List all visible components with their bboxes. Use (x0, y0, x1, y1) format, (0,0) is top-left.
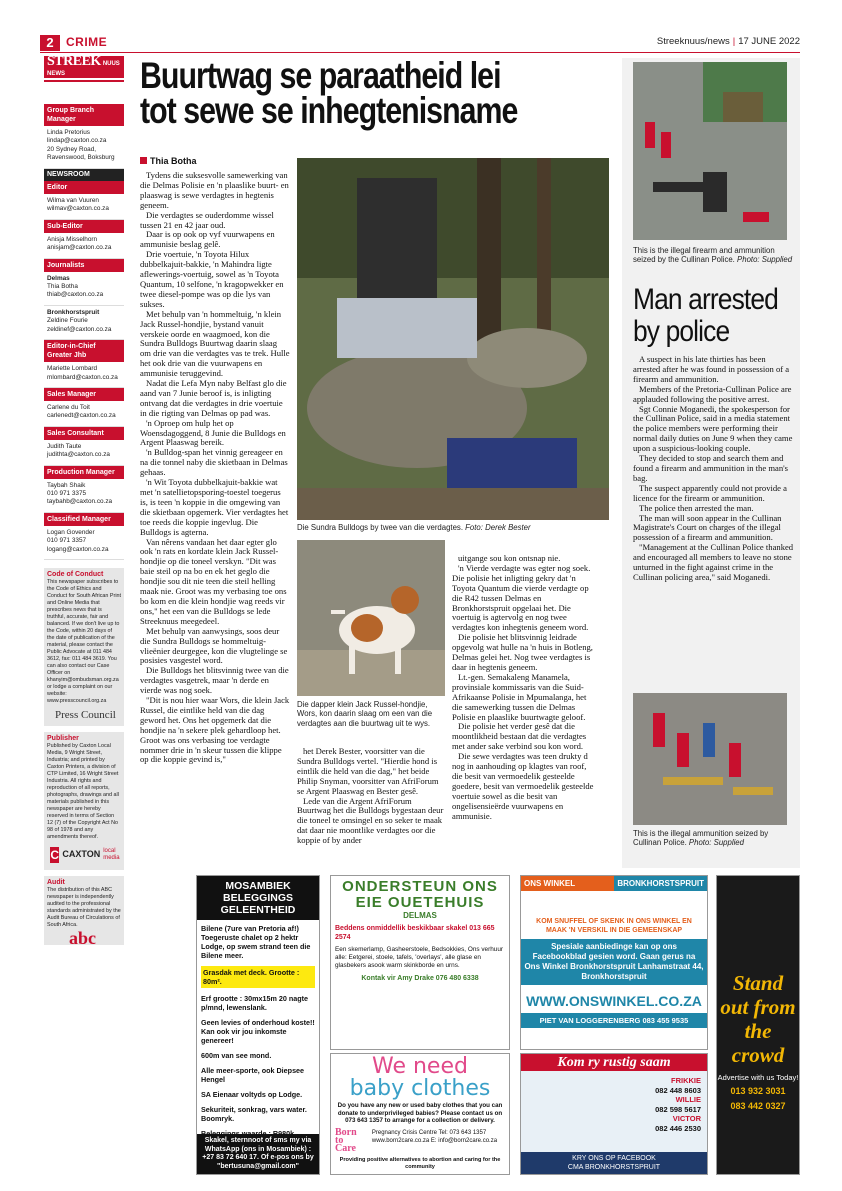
sidebar-heading: Sales Consultant (44, 427, 124, 440)
paragraph: Lede van die Argent AfriForum Buurtwag het die Bulldogs bygestaan deur die toneel te omsingel en so seker te maak dat daar nie moontlike verdagtes oor die koppie of by ander (297, 795, 444, 846)
article-column-2 (297, 747, 445, 862)
photo-bulldogs-suspects (297, 158, 609, 520)
issue-date: 17 JUNE 2022 (738, 36, 800, 47)
sidebar-heading: Sub-Editor (44, 220, 124, 233)
paragraph: uitgange sou kon ontsnap nie. (458, 554, 561, 563)
paragraph: They decided to stop and search them and found a firearm and ammunition in the man's bag. (633, 453, 789, 483)
sidebar-contact: Bronkhorstspruit Zeldine Fourie zeldinef@caxton.co.za (44, 306, 124, 340)
article-headline: Buurtwag se paraatheid lei tot sewe se inhegtenisname (140, 55, 518, 131)
sidebar-contact: Anisja Misselhorn anisjam@caxton.co.za (44, 233, 124, 259)
paragraph: The man will soon appear in the Cullinan Magistrate's Court on charges of the illegal possession of a firearm and ammunition. (633, 512, 782, 543)
paragraph: 'n Vierde verdagte was egter nog soek. Die polisie het inligting gekry dat 'n Toyota Quantum die vierde verdagte op die R42 tussen Delmas en Bronkhorstspruit opgelaai het. Die voertuig is agtervolg en nog twee verdagtes kon inhegtenis geneem word. (452, 562, 591, 633)
abc-logo: abc (69, 927, 96, 948)
ad-ons-winkel[interactable]: ONS WINKEL BRONKHORSTSPRUIT KOM SNUFFEL OF SKENK IN ONS WINKEL EN MAAK 'N VERSKIL IN DIE GEMEENSKAP Spesiale aanbiedinge kan op ons Facebookblad gesien word. Gaan gerus na Ons Winkel Bronkhorstspruit Lanhamstraat 44, Bronkhorstspruit WWW.ONSWINKEL.CO.ZA PIET VAN LOGGERENBERG 083 455 9535 (520, 875, 708, 1050)
paragraph: Die polisie het verder gesê dat die moontlikheid bestaan dat die verdagtes met ander sake verbind sou kon word. (452, 721, 587, 752)
publisher-box: Publisher Published by Caxton Local Media, 9 Wright Street, Industria; and printed by Caxton Printers, a division of CTP Limited, 16 Wright Street Industria. All rights and reproduction of all reports, photographs, drawings and all materials published in this newspaper are hereby reserved in terms of Section 12 (7) of the Copyright Act No 98 of 1978 and any amendments thereof. C CAXTON local media (44, 732, 124, 870)
photo-dog-caption: Die dapper klein Jack Russel-hondjie, Wors, kon daarin slaag om een van die verdagtes aan die buurtwag uit te wys. (297, 700, 433, 728)
paragraph: 'n Oproep om hulp het op Woensdagoggend, 8 Junie die Bulldogs en Argent Plaaswag bereik. (140, 417, 286, 448)
paragraph: 'n Bulldog-span het vinnig gereageer en na die tonnel naby die skietbaan in Delmas gehaas. (140, 447, 288, 478)
caxton-logo: C CAXTON local media (50, 847, 120, 862)
page-number: 2 (40, 35, 60, 51)
paragraph: Tydens die suksesvolle samewerking van die Delmas Polisie en 'n plaaslike buurt- en plaaswag is sewe verdagtes in hegtenis geneem. (140, 171, 289, 210)
sidebar-heading: Classified Manager (44, 513, 124, 526)
ad-stand-out[interactable]: Stand out from the crowd Advertise with us Today! 013 932 3031 083 442 0327 (716, 875, 800, 1175)
sidebar-heading: Sales Manager (44, 388, 124, 401)
photo-firearm (633, 62, 787, 240)
ad-kom-ry-rustig[interactable]: Kom ry rustig saam FRIKKIE 082 448 8603 WILLIE 082 598 5617 VICTOR 082 446 2530 KRY ONS OP FACEBOOK CMA BRONKHORSTSPRUIT (520, 1053, 708, 1175)
sidebar-heading: Production Manager (44, 466, 124, 479)
ad-baby-clothes[interactable]: We need baby clothes Do you have any new or used baby clothes that you can donate to underprivileged babies? Please contact us on 073 643 1357 to arrange for a collection or delivery. Born to Care Pregnancy Crisis Centre Tel: 073 643 1357 www.born2care.co.za E: info@born2care.co.za Providing positive alternatives to abortion and caring for the community (330, 1053, 510, 1175)
ons-winkel-website[interactable]: WWW.ONSWINKEL.CO.ZA (526, 993, 702, 1009)
paragraph: Met behulp van 'n hommeltuig, 'n klein Jack Russel-hondjie, bystand vanuit verskeie oorde en waagmoed, kon die Sundra Bulldogs Buurtwag daarin slaag om drie van die verdagtes vas te trek. Hulle het ook drie van die vuurwapens en ammunisie teruggevind. (140, 308, 290, 379)
photo-jack-russel (297, 540, 445, 696)
ad-ondersteun-ouetehuis[interactable]: ONDERSTEUN ONS EIE OUETEHUIS DELMAS Beddens onmiddellik beskikbaar skakel 013 665 2574 Een skemerlamp, Gasheerstoele, Bedsokkies, Ons verhuur alle: Eetgerei, stoele, tafels, 'overlays', alle glase en glasbekers asook warm skinkborde en urns. Kontak vir Amy Drake 076 480 6338 (330, 875, 510, 1050)
sidebar-heading: Journalists (44, 259, 124, 272)
section-label: CRIME (66, 35, 108, 49)
sidebar-contact: Wilma van Vuuren wilmav@caxton.co.za (44, 194, 124, 220)
photo-firearm-caption: This is the illegal firearm and ammunition seized by the Cullinan Police. Photo: Supplied (633, 246, 793, 265)
sidebar-contact: Linda Pretorius lindap@caxton.co.za 20 Sydney Road, Ravenswood, Boksburg (44, 126, 124, 169)
paragraph: Die polisie het blitsvinnig leidrade opgevolg wat hulle na 'n huis in Botleng, Delmas gelei het. Nog twee verdagtes is daar in hegtenis geneem. (452, 632, 593, 672)
sidebar-heading: Group Branch Manager (44, 104, 124, 126)
paragraph: het Derek Bester, voorsitter van die Sundra Bulldogs vertel. "Hierdie hond is eintlik die held van die dag," het beide Philip Snyman, voorsitter van AfriForum se Argent Plaaswag en Bester gesê. (297, 747, 439, 796)
publication-name: Streeknuus/news (656, 36, 730, 47)
article-column-3 (452, 554, 597, 864)
header-rule (40, 52, 800, 53)
paragraph: A suspect in his late thirties has been arrested after he was found in possession of a firearm and ammunition. (633, 355, 790, 384)
paragraph: Die Bulldogs het blitsvinnig twee van die verdagtes vasgetrek, maar 'n derde en vierde was nog soek. (140, 665, 289, 696)
paragraph: Lt.-gen. Semakaleng Manamela, provinsiale kommissaris van die Suid-Afrikaanse Polisie in Mpumalanga, het die samewerking tussen die Delmas Polisie en plaaslike buurtwagte geloof. (452, 671, 587, 722)
photo-ammo-caption: This is the illegal ammunition seized by Cullinan Police. Photo: Supplied (633, 829, 769, 848)
sidebar-contact: Logan Govender 010 971 3357 logang@caxton.co.za (44, 526, 124, 560)
ad-mosambiek-contact: Skakel, sternnoot of sms my via WhatsApp (ons in Mosambiek) : +27 83 72 640 17. Of e-pos ons by "bertusuna@gmail.com" (197, 1134, 319, 1174)
paragraph: Die sewe verdagtes was teen drukty d nog in aanhouding op klagtes van roof, die besit van vermoedelik gesteelde goedere, besit van vermoedelik gesteelde voertuie sowel as die besit van ongelisensieërde vuurwapens en ammunisie. (452, 751, 594, 821)
audit-box: Audit The distribution of this ABC newspaper is independently audited to the professional standards administrated by the Audit Bureau of Circulations of South Africa. abc (44, 876, 124, 945)
paragraph: 'n Wit Toyota dubbelkajuit-bakkie wat met 'n satellietopsporing-toestel toegerus is, is teen 'n koppie in die omgewing van die skietbaan opgemerk. Vier verdagtes het toe reeds die koppie ingevlug. Die Bulldogs is agterna. (140, 477, 289, 537)
paragraph: "Management at the Cullinan Police thanked and encouraged all members to leave no stone unturned in the fight against crime in the Cullinan policing area," said Moganedi. (633, 542, 794, 582)
paragraph: Die verdagtes se ouderdomme wissel tussen 21 en 42 jaar oud. (140, 209, 274, 230)
paragraph: "Dit is nou hier waar Wors, die klein Jack Russel, die eintlike held van die dag geword het. Ons het opgemerk dat die hondjie na 'n sekere plek gehardloop het. Groot was ons verbasing toe verdagte nommer drie in 'n skeur tussen die klippe op die koppie gevind is," (140, 695, 290, 765)
paragraph: The suspect apparently could not provide a licence for the firearm or ammunition. (633, 482, 787, 503)
code-of-conduct: Code of Conduct This newspaper subscribes to the Code of Ethics and Conduct for South African Print and Online Media that prescribes news that is truthful, accurate, fair and balanced. If we don't live up to the Code, within 20 days of the date of publication of the material, please contact the Public Advocate at 011 484 3612, fax: 011 484 3619. You can also contact our Case Officer on khanyim@ombudsman.org.za or lodge a complaint on our website: www.presscouncil.org.za Press Council (44, 568, 124, 726)
paragraph: Nadat die Lefa Myn naby Belfast glo die aand van 7 Junie beroof is, is inligting ontvang dat die verdagtes in drie voertuie in die rigting van Delmas op pad was. (140, 378, 287, 418)
masthead-date: Streeknuus/news | 17 JUNE 2022 (656, 36, 800, 47)
sidebar-contact: Taybah Shaik 010 971 3375 taybahb@caxton.co.za (44, 479, 124, 513)
paragraph: Members of the Pretoria-Cullinan Police are applauded following the positive arrest. (633, 383, 792, 404)
ad-mosambiek-title: MOSAMBIEK BELEGGINGS GELEENTHEID (197, 876, 319, 920)
press-council-logo: Press Council (55, 708, 116, 721)
paragraph: Daar is op ook op vyf vuurwapens en ammunisie beslag gelê. (140, 229, 275, 250)
sidebar-newsroom-label: NEWSROOM (44, 169, 124, 181)
paragraph: Sgt Connie Moganedi, the spokesperson for the Cullinan Police, said in a media statement the police members were performing their normal daily duties on June 9 when they came upon a suspicious-looking couple. (633, 403, 793, 454)
photo-main-caption: Die Sundra Bulldogs by twee van die verdagtes. Foto: Derek Bester (297, 523, 531, 532)
paragraph: Van nêrens vandaan het daar egter glo ook 'n rats en kordate klein Jack Russel-hondjie op die toneel verskyn. "Dit was baie steil op na bo en ek het geglo die hondjie sou dit nie teen die steil helling maak nie. Groot was my verbasing toe ons bo kom en die klein hondjie wag reeds vir ons," het een van die Bulldogs se lede Streeknuus meegedeel. (140, 536, 287, 626)
sidebar-heading: Editor-in-Chief Greater Jhb (44, 340, 124, 362)
sidebar-contact: Carlene du Toit carlenedt@caxton.co.za (44, 401, 124, 427)
side-article-body (633, 355, 795, 685)
paragraph: The police then arrested the man. (639, 502, 754, 513)
byline: Thia Botha (140, 156, 197, 166)
ad-mosambiek[interactable]: MOSAMBIEK BELEGGINGS GELEENTHEID Bilene (7ure van Pretoria af!) Toegeruste chalet op 2 hektr Lodge, op swem strand teen die Bilene meer. Grasdak met deck. Grootte : 80m². Erf grootte : 30mx15m 20 nagte p/mnd, lewenslank. Geen levies of onderhoud koste!! Kan ook vir jou inkomste genereer! 600m van see mond. Alle meer-sporte, ook Diepsee Hengel SA Eienaar voltyds op Lodge. Sekuriteit, sonkrag, vars water. Boomryk. Skakel, sternnoot of sms my via WhatsApp (ons in Mosambiek) : +27 83 72 640 17. Of e-pos ons by "bertusuna@gmail.com" (196, 875, 320, 1175)
article-column-1 (140, 171, 290, 861)
sidebar-contact: Judith Taute judithta@caxton.co.za (44, 440, 124, 466)
sidebar-contact: Mariette Lombard mlombard@caxton.co.za (44, 362, 124, 388)
photo-ammunition (633, 693, 787, 825)
paragraph: Drie voertuie, 'n Toyota Hilux dubbelkajuit-bakkie, 'n Mahindra ligte aflewerings-voertuig, sowel as 'n Toyota Quantum, 10 selfone, 'n kragopwekker en twee diesel-pompe was op die lys van sukses. (140, 249, 284, 309)
side-article-headline: Man arrested by police (633, 283, 778, 348)
sidebar-heading: Editor (44, 181, 124, 194)
streeknuus-logo: STREEK NUUS NEWS (44, 56, 124, 78)
paragraph: Met behulp van aanwysings, soos deur die Sundra Bulldogs se hommeltuig-vlieënier deurgegee, kon die vlugtelinge se posisies vasgestel word. (140, 625, 288, 666)
sidebar-contact: Delmas Thia Botha thiab@caxton.co.za (44, 272, 124, 306)
staff-sidebar (44, 56, 124, 1146)
